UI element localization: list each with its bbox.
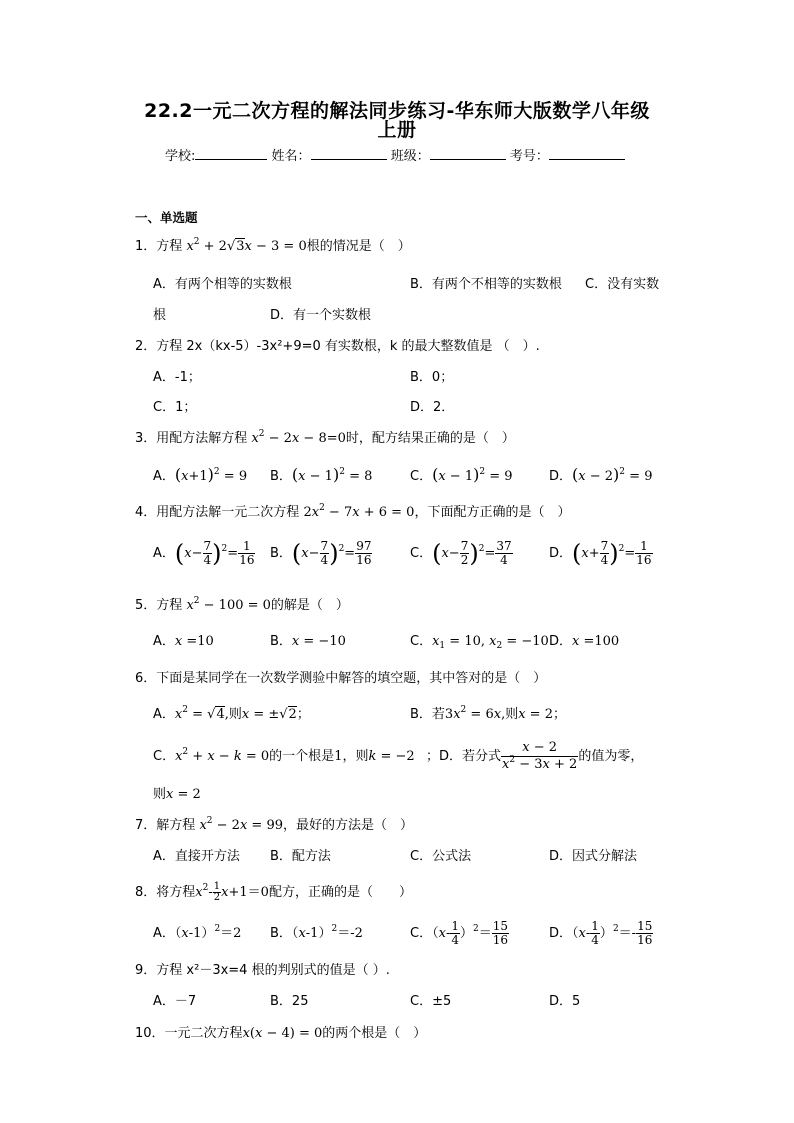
question-stem: 下面是某同学在一次数学测验中解答的填空题，其中答对的是（ ） bbox=[156, 671, 547, 686]
question-stem-end: 的两个根是（ ） bbox=[322, 1026, 427, 1041]
q4-option-c[interactable]: C．(x− $\frac{7}{2}$ )$^2$= $\frac{37}{4}$ bbox=[410, 539, 512, 568]
q8-option-c[interactable]: C．（x- $\frac{1}{4}$ ）$^2$＝ $\frac{15}{16}$ bbox=[410, 919, 509, 947]
question-stem: 方程 bbox=[156, 598, 183, 613]
q2-option-b[interactable]: B．0； bbox=[410, 370, 454, 385]
question-8: 8．将方程$x^2-$ $\frac{1}{2}$ x+1＝0配方，正确的是（ ） bbox=[135, 881, 412, 903]
question-stem-end: 时，配方结果正确的是（ ） bbox=[345, 431, 515, 446]
q9-option-a[interactable]: A．－7 bbox=[153, 994, 197, 1009]
q5-option-a[interactable]: A．x =10 bbox=[153, 634, 214, 649]
question-number: 5． bbox=[135, 598, 157, 613]
q3-option-a[interactable]: A．$(x+1)^2 = 9$ bbox=[153, 465, 248, 484]
q2-option-a[interactable]: A．-1； bbox=[153, 370, 201, 385]
student-info-line bbox=[165, 145, 625, 164]
number-label: 考号： bbox=[509, 149, 549, 164]
q1-option-d[interactable]: D．有一个实数根 bbox=[270, 308, 372, 323]
q6-option-c[interactable]: C．$x^2 + x - k = 0$的一个根是1，则k = −2 bbox=[153, 747, 415, 764]
q2-option-d[interactable]: D．2． bbox=[410, 400, 455, 415]
q6-option-a[interactable]: A．$x^2 = √4$,则x = ±√2； bbox=[153, 705, 310, 722]
q4-option-b[interactable]: B．(x− $\frac{7}{4}$ )$^2$= $\frac{97}{16}$ bbox=[270, 539, 372, 568]
question-number: 8． bbox=[135, 885, 157, 900]
question-stem: 解方程 bbox=[156, 818, 196, 833]
question-number: 4． bbox=[135, 505, 157, 520]
q7-option-d[interactable]: D．因式分解法 bbox=[549, 849, 638, 864]
q4-option-d[interactable]: D．(x+ $\frac{7}{4}$ )$^2$= $\frac{1}{16}$ bbox=[549, 539, 652, 568]
question-stem-end: ，最好的方法是（ ） bbox=[283, 818, 414, 833]
q6-d-text2: 的值为零， bbox=[578, 749, 644, 764]
q5-option-d[interactable]: D．x =100 bbox=[549, 634, 620, 649]
q8-option-d[interactable]: D．（x- $\frac{1}{4}$ ）$^2$＝- $\frac{15}{16}$ bbox=[549, 919, 653, 947]
q8-option-b[interactable]: B．$(x-1)^2=-2$ bbox=[270, 924, 363, 941]
question-stem: 方程 bbox=[156, 239, 183, 254]
q6-c-text: 的一个根是 bbox=[269, 749, 335, 764]
q3-option-d[interactable]: D．$(x - 2)^2 = 9$ bbox=[549, 465, 653, 484]
question-number: 3． bbox=[135, 431, 157, 446]
question-number: 1． bbox=[135, 239, 157, 254]
q9-option-b[interactable]: B．25 bbox=[270, 994, 309, 1009]
question-number: 9． bbox=[135, 963, 157, 978]
page-title-line2: 上册 bbox=[377, 119, 417, 141]
q1-option-c[interactable]: C．没有实数 bbox=[585, 277, 660, 292]
question-4: 4．用配方法解一元二次方程 $2x^2 - 7x + 6 = 0$，下面配方正确的是（ ） bbox=[135, 503, 571, 520]
q1-option-a[interactable]: A．有两个相等的实数根 bbox=[153, 277, 292, 292]
q7-option-a[interactable]: A．直接开方法 bbox=[153, 849, 240, 864]
q3-option-c[interactable]: C．$(x - 1)^2 = 9$ bbox=[410, 465, 513, 484]
q3-option-b[interactable]: B．$(x - 1)^2 = 8$ bbox=[270, 465, 373, 484]
q7-option-b[interactable]: B．配方法 bbox=[270, 849, 331, 864]
number-blank[interactable] bbox=[549, 147, 625, 160]
question-number: 7． bbox=[135, 818, 157, 833]
question-stem: 用配方法解一元二次方程 bbox=[156, 505, 300, 520]
question-2 bbox=[135, 338, 540, 356]
q1-option-b[interactable]: B．有两个不相等的实数根 bbox=[410, 277, 562, 292]
name-blank[interactable] bbox=[311, 147, 387, 160]
question-number: 6． bbox=[135, 671, 157, 686]
question-stem-end: 的解是（ ） bbox=[270, 598, 349, 613]
question-5: 5．方程 $x^2 - 100 = 0$的解是（ ） bbox=[135, 596, 349, 613]
q9-option-c[interactable]: C．±5 bbox=[410, 994, 452, 1009]
q6-option-b[interactable]: B．若$3x^2 = 6x$,则x = 2； bbox=[410, 705, 566, 722]
question-stem: 方程 x²－3x=4 根的判别式的值是（ ）. bbox=[156, 963, 390, 978]
question-stem: 用配方法解方程 bbox=[156, 431, 248, 446]
q2-option-c[interactable]: C．1； bbox=[153, 400, 197, 415]
q6-option-d[interactable]: ；D．若分式 $\frac{x - 2}{x^2 - 3x + 2}$ 的值为零， bbox=[426, 740, 644, 772]
q9-option-d[interactable]: D．5 bbox=[549, 994, 581, 1009]
question-number: 2． bbox=[135, 339, 157, 354]
question-stem: 将方程 bbox=[156, 885, 196, 900]
q4-option-a[interactable]: A．(x− $\frac{7}{4}$ )$^2$= $\frac{1}{16}$ bbox=[153, 539, 255, 568]
question-stem-end: 配方，正确的是（ ） bbox=[268, 885, 412, 900]
q6-d-line2: 则 bbox=[153, 787, 167, 802]
class-label: 班级： bbox=[390, 149, 430, 164]
question-stem-end: ，下面配方正确的是（ ） bbox=[414, 505, 571, 520]
question-number: 10． bbox=[135, 1026, 165, 1041]
q6-option-d-cont: 则x = 2 bbox=[153, 787, 201, 802]
question-7: 7．解方程 $x^2 - 2x = 99$，最好的方法是（ ） bbox=[135, 816, 414, 833]
q6-c-text2: ，则 bbox=[342, 749, 369, 764]
class-blank[interactable] bbox=[430, 147, 506, 160]
question-3: 3．用配方法解方程 $x^2 - 2x - 8=0$时，配方结果正确的是（ ） bbox=[135, 429, 515, 446]
question-stem-end: 根的情况是（ ） bbox=[306, 239, 411, 254]
school-label: 学校: bbox=[165, 149, 196, 164]
page-title: 22.2一元二次方程的解法同步练习-华东师大版数学八年级 bbox=[144, 100, 650, 122]
question-stem: 一元二次方程 bbox=[164, 1026, 243, 1041]
q1-option-c-cont: 根 bbox=[153, 308, 167, 323]
school-blank[interactable] bbox=[195, 147, 267, 160]
section-heading: 一、单选题 bbox=[135, 210, 198, 225]
question-10: 10．一元二次方程x(x − 4) = 0的两个根是（ ） bbox=[135, 1026, 427, 1041]
name-label: 姓名： bbox=[271, 149, 311, 164]
question-9 bbox=[135, 962, 390, 980]
question-stem: 方程 2x（kx-5）-3x²+9=0 有实数根，k 的最大整数值是 （ ）. bbox=[156, 339, 540, 354]
question-1: 1．方程 $x^2 + 2√3x - 3 = 0$根的情况是（ ） bbox=[135, 237, 411, 254]
question-6 bbox=[135, 670, 546, 688]
q5-option-c[interactable]: C．$x_1 = 10$, $x_2 = -10$ bbox=[410, 634, 549, 651]
q6-d-text: ；D．若分式 bbox=[426, 749, 502, 764]
q7-option-c[interactable]: C．公式法 bbox=[410, 849, 472, 864]
q5-option-b[interactable]: B．x = −10 bbox=[270, 634, 346, 649]
q8-option-a[interactable]: A．$(x-1)^2=2$ bbox=[153, 924, 242, 941]
